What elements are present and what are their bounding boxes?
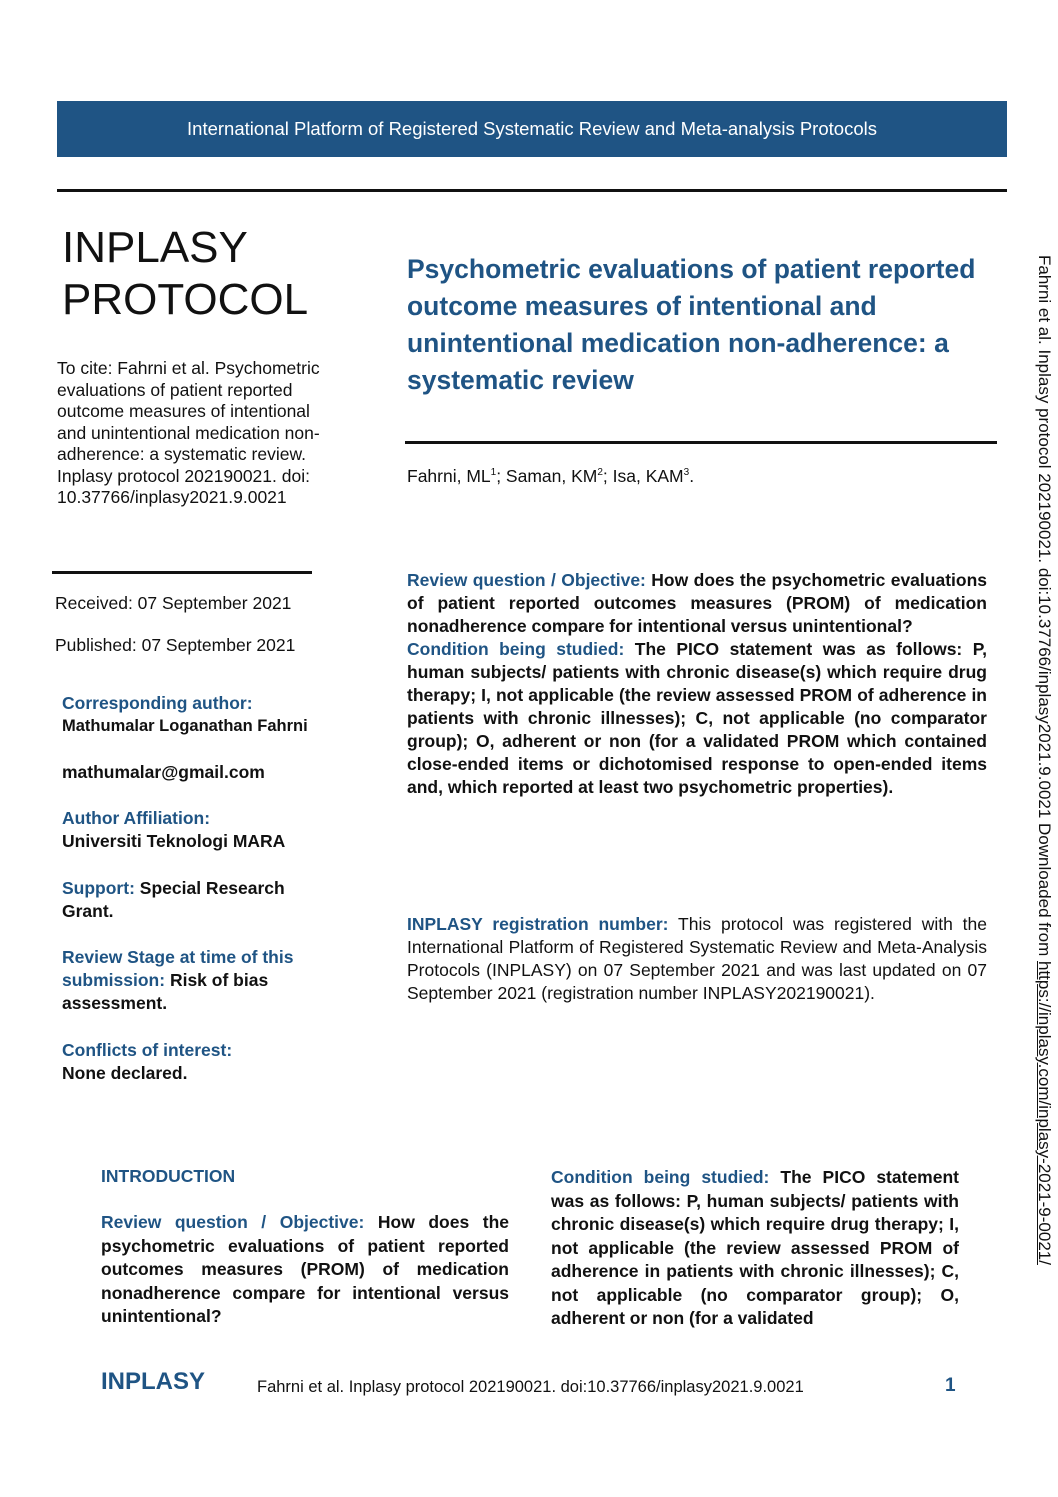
paper-title: Psychometric evaluations of patient reported outcome measures of intentional and unintentional medication non-adherence: a systematic review: [407, 254, 976, 395]
abstract-registration: [407, 913, 987, 1005]
author-list-end: .: [689, 466, 695, 486]
footer-brand: INPLASY: [101, 1368, 206, 1395]
registration-label: INPLASY registration number:: [407, 914, 669, 934]
conflicts-block: [62, 1039, 337, 1085]
author-1: Fahrni, ML: [407, 466, 491, 486]
header-banner: International Platform of Registered Systematic Review and Meta-analysis Protocols: [57, 101, 1007, 157]
registration-text: This protocol was registered with the International Platform of Registered Systematic Review and Meta-Analysis Protocols (INPLASY) on 07 September 2021 and was last updated on 07 September 2021 (registration number INPLASY202190021).: [407, 914, 987, 1003]
stage-label: Review Stage at time of this submission:: [62, 947, 294, 990]
corresponding-name: Mathumalar Loganathan Fahrni: [62, 717, 308, 735]
footer-citation: Fahrni et al. Inplasy protocol 202190021. doi:10.37766/inplasy2021.9.0021: [257, 1378, 804, 1396]
support-label: Support:: [62, 878, 135, 898]
author-affiliation: [62, 807, 337, 853]
received-date: Received: 07 September 2021: [55, 593, 292, 613]
author-3-affil: 3: [683, 467, 690, 479]
brand-title: [62, 222, 308, 326]
top-divider: [57, 189, 1007, 192]
author-2-affil: 2: [597, 467, 603, 479]
intro-condition-label: Condition being studied:: [551, 1167, 770, 1187]
support-value: Special Research Grant.: [62, 878, 285, 921]
intro-condition: [551, 1166, 959, 1331]
author-1-affil: 1: [490, 467, 497, 479]
affiliation-value: Universiti Teknologi MARA: [62, 831, 286, 851]
author-list: [407, 466, 694, 487]
intro-condition-text: The PICO statement was as follows: P, human subjects/ patients with chronic disease(s) which require drug therapy; I, not applicable (the review assessed PROM of adherence in patients with chronic illnesses); C, not applicable (no comparator group); O, adherent or non (for a validated: [551, 1167, 959, 1328]
abstract-rq-text: How does the psychometric evaluations of patient reported outcomes measures (PROM) of medication nonadherence compare for intentional versus unintentional?: [407, 570, 987, 636]
abstract-condition-text: The PICO statement was as follows: P, human subjects/ patients with chronic disease(s) which require drug therapy; I, not applicable (the review assessed PROM of adherence in patients with chronic illnesses); C, not applicable (no comparator group); O, adherent or non (for a validated PROM which contained close-ended items or dichotomised response to open-ended items and, which reported at least two psychometric properties).: [407, 639, 987, 797]
author-email: mathumalar@gmail.com: [62, 762, 265, 782]
download-link[interactable]: https://inplasy.com/inplasy-2021-9-0021/: [1035, 961, 1054, 1265]
brand-line-2: PROTOCOL: [62, 275, 309, 324]
support-block: [62, 877, 322, 923]
stage-value: Risk of bias assessment.: [62, 970, 269, 1013]
review-stage: [62, 946, 332, 1015]
abstract-condition-label: Condition being studied:: [407, 639, 625, 659]
abstract-rq-label: Review question / Objective:: [407, 570, 646, 590]
author-3: ; Isa, KAM: [602, 466, 684, 486]
published-date: Published: 07 September 2021: [55, 635, 296, 655]
corresponding-label: Corresponding author:: [62, 693, 253, 713]
author-2: ; Saman, KM: [496, 466, 598, 486]
side-citation: [1030, 255, 1056, 1345]
title-divider: [405, 441, 997, 444]
introduction-heading: INTRODUCTION: [101, 1166, 236, 1186]
citation-block: To cite: Fahrni et al. Psychometric evaluations of patient reported outcome measures of intentional and unintentional medication non-adherence: a systematic review. Inplasy protocol 202190021. doi: 10.37766/inplasy2021.9.0021: [57, 358, 320, 507]
brand-line-1: INPLASY: [62, 223, 248, 272]
conflicts-label: Conflicts of interest:: [62, 1040, 233, 1060]
page-number: 1: [945, 1375, 956, 1396]
intro-rq-label: Review question / Objective:: [101, 1212, 365, 1232]
affiliation-label: Author Affiliation:: [62, 808, 211, 828]
abstract-review-question: [407, 569, 987, 799]
conflicts-value: None declared.: [62, 1063, 188, 1083]
left-divider: [52, 571, 312, 574]
intro-rq-text: How does the psychometric evaluations of patient reported outcomes measures (PROM) of medication nonadherence compare for intentional versus unintentional?: [101, 1212, 509, 1326]
intro-review-question: [101, 1211, 509, 1329]
corresponding-author: [62, 692, 337, 738]
side-citation-text: Fahrni et al. Inplasy protocol 202190021. doi:10.37766/inplasy2021.9.0021 Downloaded from: [1035, 255, 1054, 961]
